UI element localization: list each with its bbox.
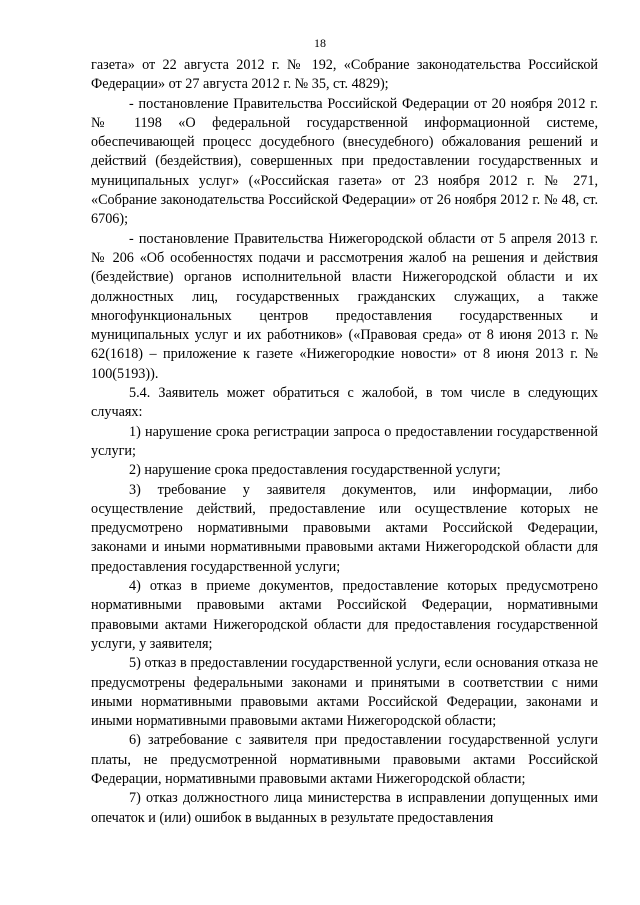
list-item-4-document-refusal: 4) отказ в приеме документов, предоставление которых предусмотрено нормативными правовыми актами Российской Федерации, нормативными правовыми актами Нижегородской области для предоставления государственной услуги, у заявителя;: [91, 578, 598, 652]
list-item-7-correction-refusal: 7) отказ должностного лица министерства в исправлении допущенных ими опечаток и (или) ошибок в выданных в результате предоставления: [91, 790, 598, 826]
document-body: [91, 56, 598, 828]
list-item-1-registration-deadline: 1) нарушение срока регистрации запроса о предоставлении государственной услуги;: [91, 423, 598, 459]
list-item-2-service-deadline: 2) нарушение срока предоставления государственной услуги;: [129, 462, 501, 479]
list-item-3-excess-documents: 3) требование у заявителя документов, или информации, либо осуществление действий, предоставление или осуществление которых не предусмотрено нормативными правовыми актами Российской Федерации, законами и иными нормативными правовыми актами Нижегородской области для предоставления государственной услуги;: [91, 481, 598, 575]
paragraph-decree-1198: - постановление Правительства Российской Федерации от 20 ноября 2012 г. № 1198 «О федеральной государственной информационной системе, обеспечивающей процесс досудебного (внесудебного) обжалования решений и действий (бездействия), совершенных при предоставлении государственных и муниципальных услуг» («Российская газета» от 23 ноября 2012 г. № 271, «Собрание законодательства Российской Федерации» от 26 ноября 2012 г. № 48, ст. 6706);: [91, 95, 598, 228]
paragraph-continuation-publication-refs: газета» от 22 августа 2012 г. № 192, «Собрание законодательства Российской Федерации» от 27 августа 2012 г. № 35, ст. 4829);: [91, 57, 598, 93]
list-item-6-fee-demand: 6) затребование с заявителя при предоставлении государственной услуги платы, не предусмотренной нормативными правовыми актами Российской Федерации, нормативными правовыми актами Нижегородской области;: [91, 732, 598, 787]
page-number: 18: [314, 36, 326, 50]
paragraph-5-4-complaint-cases: 5.4. Заявитель может обратиться с жалобой, в том числе в следующих случаях:: [91, 385, 598, 421]
paragraph-decree-206: - постановление Правительства Нижегородской области от 5 апреля 2013 г. № 206 «Об особенностях подачи и рассмотрения жалоб на решения и действия (бездействие) органов исполнительной власти Нижегородской области и их должностных лиц, государственных гражданских служащих, а также многофункциональных центров предоставления государственных и муниципальных услуг и их работников» («Правовая среда» от 8 июня 2013 г. № 62(1618) – приложение к газете «Нижегородкие новости» от 8 июня 2013 г. № 100(5193)).: [91, 230, 598, 382]
list-item-5-service-refusal: 5) отказ в предоставлении государственной услуги, если основания отказа не предусмотрены федеральными законами и принятыми в соответствии с ними иными нормативными правовыми актами Российской Федерации, законами и иными нормативными правовыми актами Нижегородской области;: [91, 655, 598, 730]
